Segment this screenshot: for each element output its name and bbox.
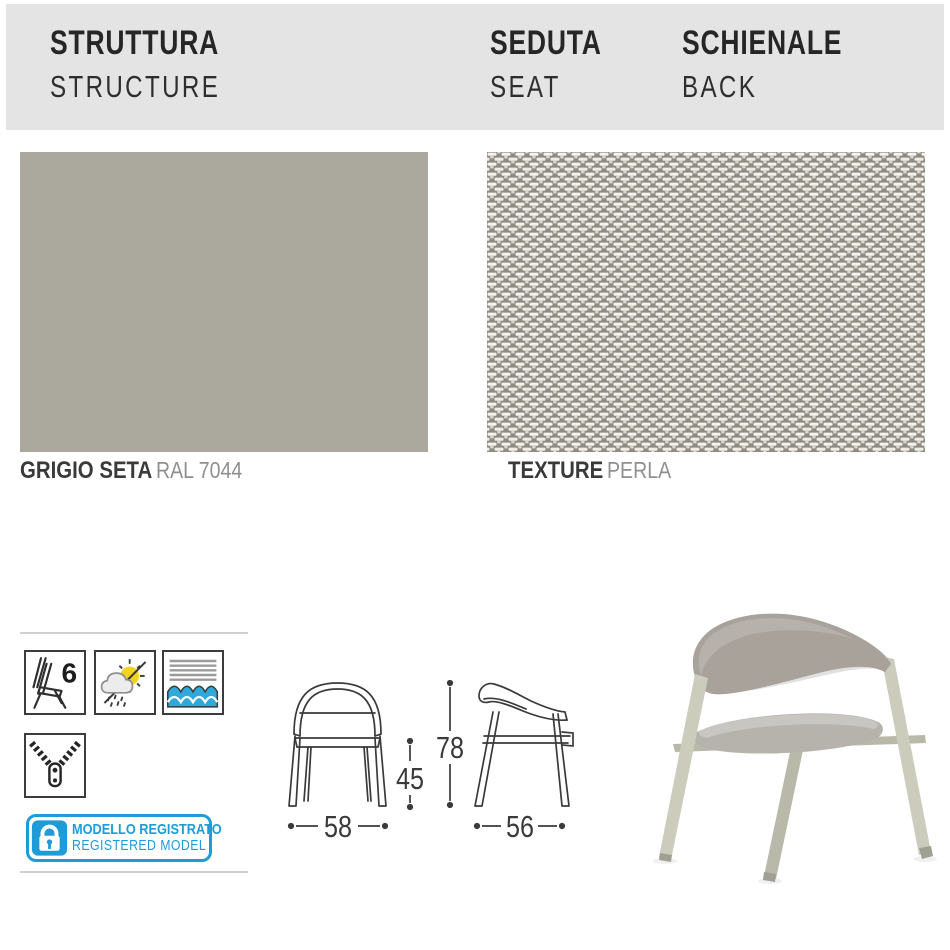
chair-photo (635, 598, 945, 890)
sun-cloud-rain-icon (96, 652, 154, 713)
header-back (682, 26, 887, 102)
feature-weather (94, 650, 156, 715)
dim-depth-label: 56 (506, 809, 534, 844)
stackable-chairs-icon (26, 652, 84, 713)
feature-stackable (24, 650, 86, 715)
texture-name: PERLA (606, 457, 672, 483)
zipper-icon (26, 735, 84, 796)
badge-text (72, 821, 248, 855)
dim-seat-height (396, 738, 424, 810)
structure-color-name: GRIGIO SETA (20, 457, 153, 484)
feature-zipper (24, 733, 86, 798)
divider-top (20, 632, 248, 634)
structure-title-en: STRUCTURE (50, 69, 221, 104)
lock-icon (31, 819, 68, 857)
dim-width (288, 809, 388, 844)
structure-color-code: RAL 7044 (156, 457, 243, 483)
chair-front-view (289, 683, 386, 806)
dim-total-height (436, 680, 464, 808)
texture-swatch-label (508, 459, 700, 483)
stack-count: 6 (61, 657, 78, 689)
structure-swatch-fill (20, 152, 428, 452)
texture-swatch (487, 152, 925, 452)
header-band (6, 4, 944, 130)
fabric-lines (170, 661, 217, 680)
back-title-it: SCHIENALE (682, 24, 843, 62)
dim-total-height-label: 78 (436, 730, 464, 765)
dimension-drawings (270, 650, 590, 850)
chair-front-left-leg (659, 674, 708, 860)
dim-width-label: 58 (324, 809, 352, 844)
badge-line2: REGISTERED MODEL (72, 838, 207, 855)
dim-depth (474, 809, 565, 844)
texture-label: TEXTURE (508, 457, 604, 484)
back-title-en: BACK (682, 69, 758, 104)
feature-marine (162, 650, 224, 715)
chair-rear-right-leg (881, 656, 931, 855)
chair-side-view (475, 684, 573, 806)
registered-model-badge (26, 814, 222, 862)
water-waves-icon (164, 652, 222, 713)
header-structure (50, 26, 268, 102)
seat-title-it: SEDUTA (490, 24, 602, 62)
structure-color-swatch (20, 152, 428, 452)
dim-seat-height-label: 45 (396, 761, 424, 796)
divider-bottom (20, 871, 248, 873)
texture-weave-fill (487, 152, 925, 452)
badge-line1: MODELLO REGISTRATO (72, 820, 222, 838)
structure-swatch-label (20, 459, 281, 483)
header-seat (490, 26, 633, 102)
structure-title-it: STRUTTURA (50, 24, 220, 62)
seat-title-en: SEAT (490, 69, 561, 104)
